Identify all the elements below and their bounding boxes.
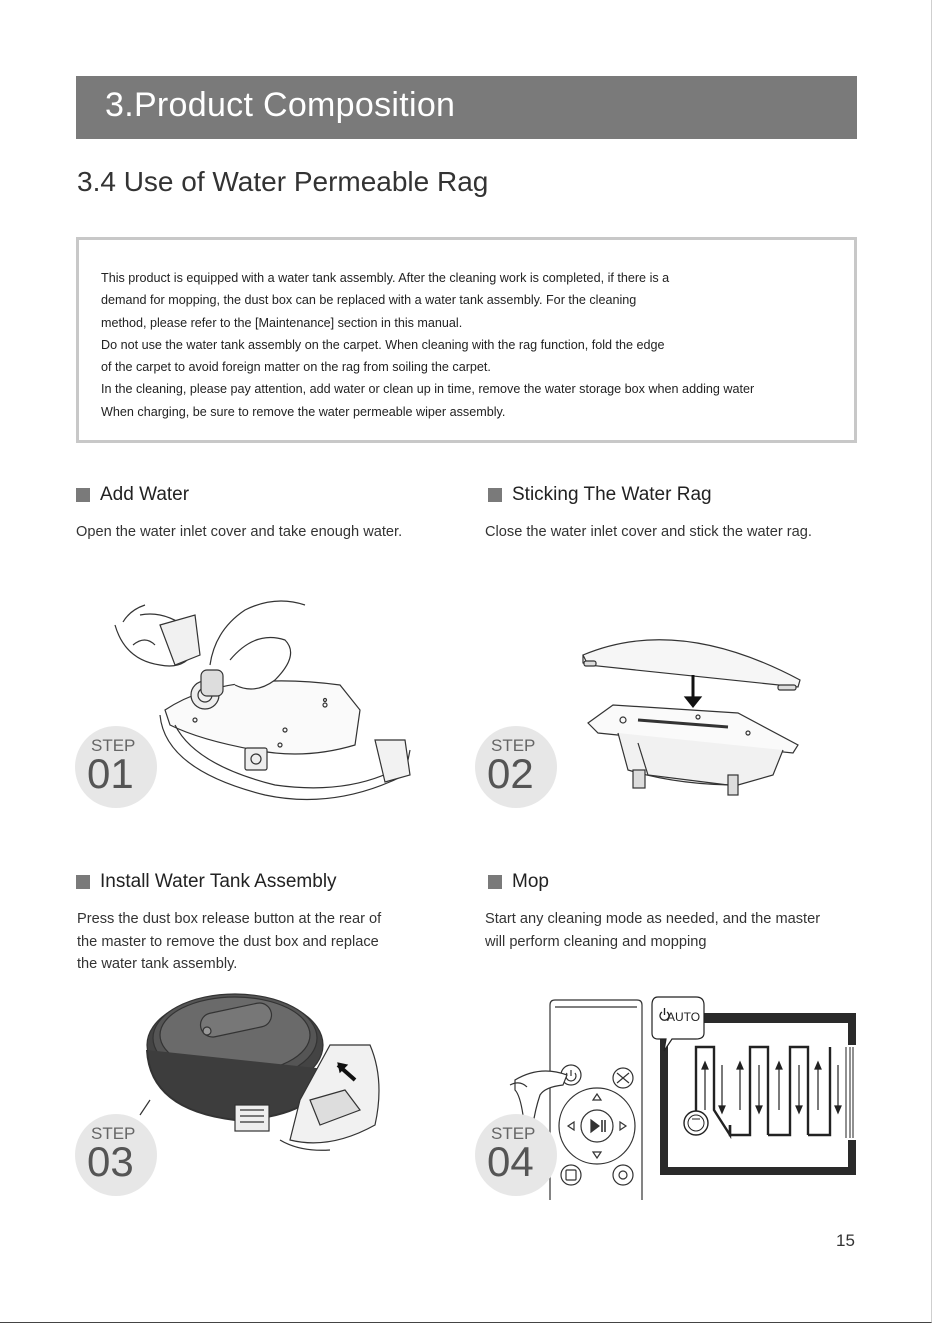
notice-line: When charging, be sure to remove the water permeable wiper assembly. [101, 404, 506, 419]
step4-desc-line: will perform cleaning and mopping [485, 933, 707, 950]
water-rag-illustration [578, 625, 808, 805]
bullet-square-icon [76, 488, 90, 502]
notice-list [101, 267, 754, 423]
step4-desc-line: Start any cleaning mode as needed, and the master [485, 911, 821, 927]
step2-heading [488, 484, 712, 506]
step-number: 04 [487, 1138, 534, 1185]
step1-heading [76, 484, 189, 506]
step4-heading-text: Mop [512, 871, 549, 892]
step4-description [485, 908, 820, 953]
step2-desc-line: Close the water inlet cover and stick the water rag. [485, 524, 812, 540]
page-number: 15 [836, 1231, 855, 1250]
step1-heading-text: Add Water [100, 484, 190, 505]
notice-line: of the carpet to avoid foreign matter on the rag from soiling the carpet. [101, 360, 491, 375]
step-label: STEP [491, 1124, 536, 1143]
auto-bubble-label: AUTO [667, 1010, 701, 1024]
step-label: STEP [491, 736, 536, 755]
bullet-square-icon [76, 875, 90, 889]
bullet-square-icon [488, 875, 502, 889]
notice-line: In the cleaning, please pay attention, add water or clean up in time, remove the water storage box when adding water [101, 382, 755, 397]
step-01-badge [75, 726, 157, 808]
step-number: 02 [487, 750, 534, 797]
notice-box [76, 237, 857, 443]
step3-heading-text: Install Water Tank Assembly [100, 871, 337, 892]
step3-heading [76, 871, 337, 893]
notice-line: method, please refer to the [Maintenance] section in this manual. [101, 315, 463, 330]
step2-heading-text: Sticking The Water Rag [512, 484, 712, 505]
bullet-square-icon [488, 488, 502, 502]
step3-desc-line: Press the dust box release button at the rear of [77, 911, 382, 927]
notice-line: Do not use the water tank assembly on the carpet. When cleaning with the rag function, fold the edge [101, 337, 665, 352]
install-tank-illustration [140, 990, 390, 1155]
step3-desc-line: the water tank assembly. [77, 956, 238, 972]
step4-heading [488, 871, 549, 893]
step3-desc-line: the master to remove the dust box and replace [77, 933, 379, 950]
chapter-title: 3.Product Composition [105, 86, 456, 124]
step-03-badge [75, 1114, 157, 1196]
chapter-banner [76, 76, 857, 139]
step-label: STEP [91, 1124, 136, 1143]
section-title: 3.4 Use of Water Permeable Rag [77, 166, 489, 197]
notice-line: This product is equipped with a water tank assembly. After the cleaning work is completed, if there is a [101, 271, 670, 285]
step-number: 03 [87, 1138, 134, 1185]
step-number: 01 [87, 750, 134, 797]
step-label: STEP [91, 736, 136, 755]
step1-description [76, 521, 402, 544]
notice-line: demand for mopping, the dust box can be replaced with a water tank assembly. For the cleaning [101, 293, 637, 308]
step-04-badge [475, 1114, 557, 1196]
step3-description [77, 908, 381, 976]
step1-desc-line: Open the water inlet cover and take enough water. [76, 524, 403, 540]
step2-description [485, 521, 812, 544]
step-02-badge [475, 726, 557, 808]
